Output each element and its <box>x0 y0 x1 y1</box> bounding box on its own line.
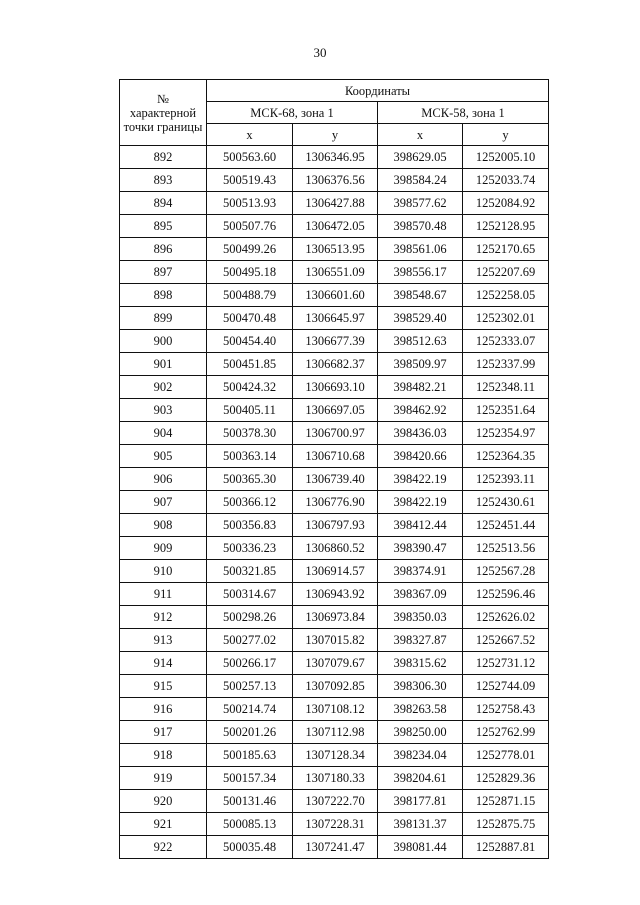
point-number-cell: 918 <box>120 744 207 767</box>
msk58-x-cell: 398584.24 <box>378 169 463 192</box>
msk58-y-cell: 1252393.11 <box>463 468 549 491</box>
msk58-y-cell: 1252667.52 <box>463 629 549 652</box>
msk68-y-cell: 1306682.37 <box>293 353 378 376</box>
table-row <box>120 422 549 445</box>
msk58-x-cell: 398529.40 <box>378 307 463 330</box>
msk68-x-cell: 500085.13 <box>207 813 293 836</box>
msk68-y-cell: 1307180.33 <box>293 767 378 790</box>
msk58-y-cell: 1252351.64 <box>463 399 549 422</box>
table-row <box>120 721 549 744</box>
msk58-x-cell: 398561.06 <box>378 238 463 261</box>
point-number-cell: 898 <box>120 284 207 307</box>
msk68-x-cell: 500378.30 <box>207 422 293 445</box>
table-row <box>120 744 549 767</box>
msk58-y-cell: 1252731.12 <box>463 652 549 675</box>
msk68-y-cell: 1306973.84 <box>293 606 378 629</box>
table-row <box>120 307 549 330</box>
msk58-x-cell: 398422.19 <box>378 468 463 491</box>
x68-header: x <box>207 124 293 146</box>
table-header <box>120 80 549 146</box>
msk58-x-cell: 398420.66 <box>378 445 463 468</box>
msk58-y-cell: 1252871.15 <box>463 790 549 813</box>
table-row <box>120 698 549 721</box>
msk58-x-cell: 398367.09 <box>378 583 463 606</box>
msk68-x-cell: 500185.63 <box>207 744 293 767</box>
msk58-y-cell: 1252170.65 <box>463 238 549 261</box>
msk58-y-cell: 1252451.44 <box>463 514 549 537</box>
table-row <box>120 445 549 468</box>
point-number-cell: 901 <box>120 353 207 376</box>
msk68-x-cell: 500519.43 <box>207 169 293 192</box>
msk58-x-cell: 398263.58 <box>378 698 463 721</box>
msk58-x-cell: 398512.63 <box>378 330 463 353</box>
msk58-x-cell: 398482.21 <box>378 376 463 399</box>
msk68-x-cell: 500405.11 <box>207 399 293 422</box>
msk68-x-cell: 500035.48 <box>207 836 293 859</box>
point-number-cell: 894 <box>120 192 207 215</box>
msk68-x-cell: 500507.76 <box>207 215 293 238</box>
msk58-x-cell: 398327.87 <box>378 629 463 652</box>
msk58-x-cell: 398577.62 <box>378 192 463 215</box>
table-row <box>120 215 549 238</box>
msk58-y-cell: 1252337.99 <box>463 353 549 376</box>
table-row <box>120 652 549 675</box>
msk58-y-cell: 1252364.35 <box>463 445 549 468</box>
table-row <box>120 376 549 399</box>
msk58-y-cell: 1252596.46 <box>463 583 549 606</box>
msk68-header: МСК-68, зона 1 <box>207 102 378 124</box>
msk68-y-cell: 1306645.97 <box>293 307 378 330</box>
table-row <box>120 606 549 629</box>
msk68-x-cell: 500451.85 <box>207 353 293 376</box>
table-row <box>120 192 549 215</box>
msk68-x-cell: 500424.32 <box>207 376 293 399</box>
msk58-x-cell: 398436.03 <box>378 422 463 445</box>
msk68-y-cell: 1306700.97 <box>293 422 378 445</box>
msk58-x-cell: 398548.67 <box>378 284 463 307</box>
msk68-x-cell: 500314.67 <box>207 583 293 606</box>
msk68-y-cell: 1306776.90 <box>293 491 378 514</box>
msk58-x-cell: 398509.97 <box>378 353 463 376</box>
msk58-x-cell: 398374.91 <box>378 560 463 583</box>
table-row <box>120 468 549 491</box>
table-row <box>120 399 549 422</box>
msk58-x-cell: 398422.19 <box>378 491 463 514</box>
coordinates-header: Координаты <box>207 80 549 102</box>
msk68-y-cell: 1307128.34 <box>293 744 378 767</box>
msk58-y-cell: 1252887.81 <box>463 836 549 859</box>
point-number-cell: 906 <box>120 468 207 491</box>
msk58-y-cell: 1252128.95 <box>463 215 549 238</box>
msk58-x-cell: 398204.61 <box>378 767 463 790</box>
table-body <box>120 146 549 859</box>
point-number-cell: 903 <box>120 399 207 422</box>
msk68-y-cell: 1307015.82 <box>293 629 378 652</box>
table-row <box>120 560 549 583</box>
msk58-y-cell: 1252033.74 <box>463 169 549 192</box>
point-number-header-line-3: точки границы <box>123 119 203 134</box>
point-number-cell: 914 <box>120 652 207 675</box>
table-row <box>120 169 549 192</box>
point-number-cell: 895 <box>120 215 207 238</box>
msk68-x-cell: 500454.40 <box>207 330 293 353</box>
msk58-y-cell: 1252762.99 <box>463 721 549 744</box>
point-number-cell: 922 <box>120 836 207 859</box>
table-row <box>120 790 549 813</box>
msk58-y-cell: 1252084.92 <box>463 192 549 215</box>
msk68-x-cell: 500470.48 <box>207 307 293 330</box>
coordinates-table <box>119 79 549 859</box>
msk58-y-cell: 1252875.75 <box>463 813 549 836</box>
table-row <box>120 284 549 307</box>
msk58-x-cell: 398462.92 <box>378 399 463 422</box>
point-number-cell: 892 <box>120 146 207 169</box>
point-number-cell: 919 <box>120 767 207 790</box>
msk58-x-cell: 398177.81 <box>378 790 463 813</box>
msk58-y-cell: 1252005.10 <box>463 146 549 169</box>
point-number-header-line-2: характерной <box>129 105 197 120</box>
msk68-y-cell: 1307222.70 <box>293 790 378 813</box>
msk68-y-cell: 1306376.56 <box>293 169 378 192</box>
msk58-y-cell: 1252333.07 <box>463 330 549 353</box>
msk68-y-cell: 1306551.09 <box>293 261 378 284</box>
msk68-y-cell: 1306346.95 <box>293 146 378 169</box>
msk68-y-cell: 1306914.57 <box>293 560 378 583</box>
msk68-x-cell: 500365.30 <box>207 468 293 491</box>
point-number-cell: 916 <box>120 698 207 721</box>
msk58-x-cell: 398234.04 <box>378 744 463 767</box>
msk58-x-cell: 398556.17 <box>378 261 463 284</box>
msk58-x-cell: 398306.30 <box>378 675 463 698</box>
y58-header: y <box>463 124 549 146</box>
msk68-x-cell: 500336.23 <box>207 537 293 560</box>
msk58-y-cell: 1252744.09 <box>463 675 549 698</box>
point-number-cell: 911 <box>120 583 207 606</box>
msk68-x-cell: 500488.79 <box>207 284 293 307</box>
point-number-cell: 893 <box>120 169 207 192</box>
table-row <box>120 330 549 353</box>
msk58-y-cell: 1252430.61 <box>463 491 549 514</box>
msk58-x-cell: 398390.47 <box>378 537 463 560</box>
point-number-cell: 897 <box>120 261 207 284</box>
msk68-y-cell: 1306427.88 <box>293 192 378 215</box>
msk58-x-cell: 398412.44 <box>378 514 463 537</box>
point-number-cell: 921 <box>120 813 207 836</box>
msk68-x-cell: 500257.13 <box>207 675 293 698</box>
msk68-y-cell: 1306860.52 <box>293 537 378 560</box>
msk68-y-cell: 1306943.92 <box>293 583 378 606</box>
point-number-cell: 900 <box>120 330 207 353</box>
table-row <box>120 675 549 698</box>
msk68-x-cell: 500366.12 <box>207 491 293 514</box>
table-row <box>120 491 549 514</box>
table-row <box>120 146 549 169</box>
msk58-x-cell: 398350.03 <box>378 606 463 629</box>
point-number-cell: 896 <box>120 238 207 261</box>
msk68-x-cell: 500495.18 <box>207 261 293 284</box>
msk58-x-cell: 398629.05 <box>378 146 463 169</box>
msk68-x-cell: 500131.46 <box>207 790 293 813</box>
point-number-cell: 909 <box>120 537 207 560</box>
msk68-y-cell: 1306677.39 <box>293 330 378 353</box>
msk58-y-cell: 1252302.01 <box>463 307 549 330</box>
msk58-x-cell: 398570.48 <box>378 215 463 238</box>
point-number-cell: 904 <box>120 422 207 445</box>
msk58-y-cell: 1252567.28 <box>463 560 549 583</box>
msk68-x-cell: 500563.60 <box>207 146 293 169</box>
msk68-y-cell: 1306513.95 <box>293 238 378 261</box>
msk68-y-cell: 1306601.60 <box>293 284 378 307</box>
msk58-y-cell: 1252207.69 <box>463 261 549 284</box>
table-row <box>120 514 549 537</box>
msk68-y-cell: 1307079.67 <box>293 652 378 675</box>
point-number-cell: 908 <box>120 514 207 537</box>
page-number: 30 <box>313 45 327 60</box>
msk58-x-cell: 398081.44 <box>378 836 463 859</box>
point-number-cell: 907 <box>120 491 207 514</box>
msk68-y-cell: 1306739.40 <box>293 468 378 491</box>
msk68-y-cell: 1307112.98 <box>293 721 378 744</box>
msk68-x-cell: 500266.17 <box>207 652 293 675</box>
msk68-x-cell: 500214.74 <box>207 698 293 721</box>
point-number-header-line-1: № <box>157 91 169 106</box>
table-row <box>120 537 549 560</box>
msk68-y-cell: 1306797.93 <box>293 514 378 537</box>
msk58-y-cell: 1252513.56 <box>463 537 549 560</box>
point-number-cell: 913 <box>120 629 207 652</box>
msk68-x-cell: 500157.34 <box>207 767 293 790</box>
table-row <box>120 261 549 284</box>
point-number-cell: 899 <box>120 307 207 330</box>
table-row <box>120 767 549 790</box>
msk58-y-cell: 1252778.01 <box>463 744 549 767</box>
msk68-y-cell: 1307092.85 <box>293 675 378 698</box>
table-row <box>120 583 549 606</box>
table-row <box>120 353 549 376</box>
msk68-y-cell: 1306693.10 <box>293 376 378 399</box>
msk68-x-cell: 500356.83 <box>207 514 293 537</box>
point-number-cell: 910 <box>120 560 207 583</box>
table-row <box>120 629 549 652</box>
msk68-x-cell: 500298.26 <box>207 606 293 629</box>
msk58-y-cell: 1252258.05 <box>463 284 549 307</box>
msk68-y-cell: 1306472.05 <box>293 215 378 238</box>
msk68-x-cell: 500499.26 <box>207 238 293 261</box>
table-row <box>120 238 549 261</box>
point-number-cell: 920 <box>120 790 207 813</box>
msk58-y-cell: 1252348.11 <box>463 376 549 399</box>
msk68-x-cell: 500363.14 <box>207 445 293 468</box>
point-number-cell: 917 <box>120 721 207 744</box>
msk58-x-cell: 398131.37 <box>378 813 463 836</box>
msk68-y-cell: 1307241.47 <box>293 836 378 859</box>
msk58-x-cell: 398250.00 <box>378 721 463 744</box>
msk58-header: МСК-58, зона 1 <box>378 102 549 124</box>
msk58-y-cell: 1252354.97 <box>463 422 549 445</box>
msk58-y-cell: 1252829.36 <box>463 767 549 790</box>
table-row <box>120 813 549 836</box>
msk68-x-cell: 500321.85 <box>207 560 293 583</box>
msk68-y-cell: 1306697.05 <box>293 399 378 422</box>
table-row <box>120 836 549 859</box>
msk58-y-cell: 1252626.02 <box>463 606 549 629</box>
msk58-x-cell: 398315.62 <box>378 652 463 675</box>
y68-header: y <box>293 124 378 146</box>
msk68-x-cell: 500201.26 <box>207 721 293 744</box>
msk68-x-cell: 500277.02 <box>207 629 293 652</box>
point-number-header <box>120 80 207 146</box>
msk58-y-cell: 1252758.43 <box>463 698 549 721</box>
msk68-y-cell: 1307108.12 <box>293 698 378 721</box>
msk68-x-cell: 500513.93 <box>207 192 293 215</box>
point-number-cell: 915 <box>120 675 207 698</box>
x58-header: x <box>378 124 463 146</box>
point-number-cell: 905 <box>120 445 207 468</box>
point-number-cell: 902 <box>120 376 207 399</box>
msk68-y-cell: 1306710.68 <box>293 445 378 468</box>
point-number-cell: 912 <box>120 606 207 629</box>
msk68-y-cell: 1307228.31 <box>293 813 378 836</box>
